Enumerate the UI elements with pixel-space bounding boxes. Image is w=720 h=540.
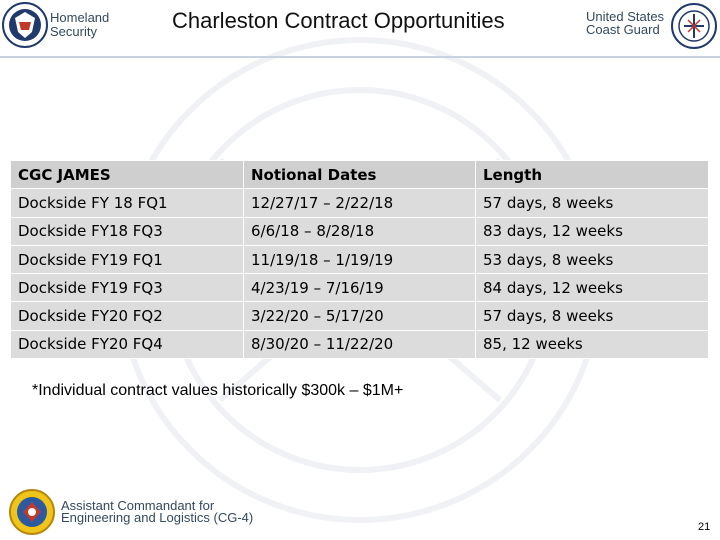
header-cell: Notional Dates xyxy=(244,161,476,189)
table-cell: 83 days, 12 weeks xyxy=(476,217,709,245)
footer-line1: Assistant Commandant for xyxy=(61,498,215,513)
dhs-label-line2: Security xyxy=(50,24,97,39)
contract-table xyxy=(10,160,709,359)
page-title: Charleston Contract Opportunities xyxy=(172,8,505,33)
header-cell: Length xyxy=(476,161,709,189)
header-divider xyxy=(0,56,720,58)
contract-value-footnote: *Individual contract values historically $300k – $1M+ xyxy=(32,382,404,399)
table-cell: 57 days, 8 weeks xyxy=(476,302,709,330)
table-cell: Dockside FY20 FQ4 xyxy=(11,330,244,358)
page-number: 21 xyxy=(698,521,711,533)
footer-office-label xyxy=(61,500,253,524)
table-cell: 57 days, 8 weeks xyxy=(476,189,709,217)
table-row xyxy=(11,245,709,273)
uscg-seal-icon xyxy=(670,2,718,50)
table-cell: 53 days, 8 weeks xyxy=(476,245,709,273)
slide-header xyxy=(0,0,720,60)
table-cell: Dockside FY19 FQ3 xyxy=(11,274,244,302)
table-cell: Dockside FY19 FQ1 xyxy=(11,245,244,273)
uscg-label xyxy=(586,10,664,36)
table-row xyxy=(11,217,709,245)
dhs-seal-icon xyxy=(2,2,48,48)
uscg-label-line1: United States xyxy=(586,9,665,24)
table-cell: Dockside FY18 FQ3 xyxy=(11,217,244,245)
table-header-row xyxy=(11,161,709,189)
table-cell: Dockside FY20 FQ2 xyxy=(11,302,244,330)
table-cell: 84 days, 12 weeks xyxy=(476,274,709,302)
table-cell: 8/30/20 – 11/22/20 xyxy=(244,330,476,358)
table-cell: 4/23/19 – 7/16/19 xyxy=(244,274,476,302)
table-row xyxy=(11,330,709,358)
dhs-label-line1: Homeland xyxy=(50,10,110,25)
table-cell: 12/27/17 – 2/22/18 xyxy=(244,189,476,217)
table-cell: Dockside FY 18 FQ1 xyxy=(11,189,244,217)
table-cell: 6/6/18 – 8/28/18 xyxy=(244,217,476,245)
table-cell: 3/22/20 – 5/17/20 xyxy=(244,302,476,330)
footer-line2: Engineering and Logistics (CG-4) xyxy=(61,510,254,525)
table-row xyxy=(11,274,709,302)
table-cell: 11/19/18 – 1/19/19 xyxy=(244,245,476,273)
table-row xyxy=(11,189,709,217)
header-cell: CGC JAMES xyxy=(11,161,244,189)
dhs-label xyxy=(50,11,109,39)
cg4-logo-icon xyxy=(8,488,56,536)
table-row xyxy=(11,302,709,330)
uscg-label-line2: Coast Guard xyxy=(586,22,660,37)
table-cell: 85, 12 weeks xyxy=(476,330,709,358)
